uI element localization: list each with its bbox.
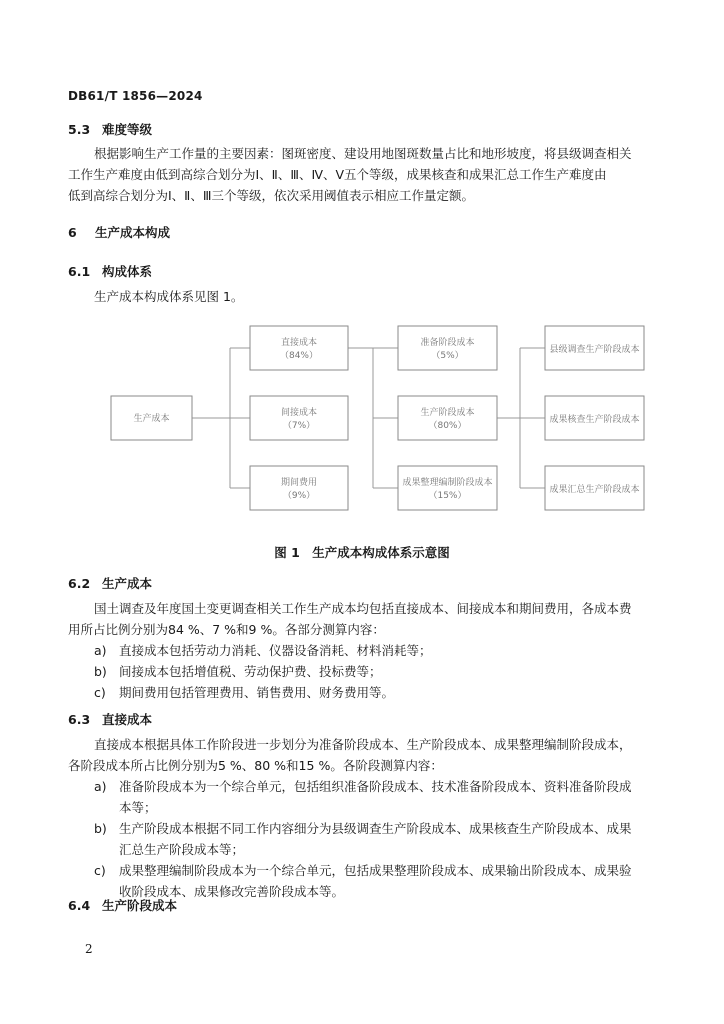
level1-pct: （9%） [282, 491, 316, 501]
paragraph-line: 直接成本根据具体工作阶段进一步划分为准备阶段成本、生产阶段成本、成果整理编制阶段成本， [94, 737, 632, 752]
paragraph-line: 用所占比例分别为84 %、7 %和9 %。各部分测算内容： [68, 622, 385, 637]
paragraph-line: 国土调查及年度国土变更调查相关工作生产成本均包括直接成本、间接成本和期间费用，各成本费 [94, 601, 632, 616]
standard-id: DB61/T 1856—2024 [68, 89, 203, 103]
list-text: 成果整理编制阶段成本为一个综合单元，包括成果整理阶段成本、成果输出阶段成本、成果验 收阶段成本、成果修改完善阶段成本等。 [119, 863, 632, 899]
section-title: 生产阶段成本 [102, 898, 178, 913]
level1-name: 间接成本 [280, 408, 318, 418]
list-marker: b) [94, 664, 107, 679]
box-compilation-stage-cost [398, 466, 497, 510]
level2-name: 成果整理编制阶段成本 [402, 478, 493, 488]
section-number: 5.3 [68, 122, 91, 137]
level2-name: 准备阶段成本 [420, 338, 475, 348]
list-marker: a) [94, 643, 107, 658]
level2-pct: （5%） [431, 351, 464, 361]
page-number: 2 [85, 942, 93, 956]
level1-name: 期间费用 [280, 478, 318, 488]
section-title: 构成体系 [102, 264, 153, 279]
list-marker: a) [94, 779, 107, 794]
box-direct-cost [250, 326, 348, 370]
box-period-expense [250, 466, 348, 510]
list-marker: c) [94, 863, 106, 878]
list-marker: c) [94, 685, 106, 700]
section-title: 直接成本 [102, 712, 153, 727]
section-6-4-heading [68, 896, 177, 914]
level3-name: 县级调查生产阶段成本 [549, 345, 640, 355]
section-6-3-heading [68, 710, 152, 728]
paragraph-line: 各阶段成本所占比例分别为5 %、80 %和15 %。各阶段测算内容： [68, 758, 443, 773]
list-marker: b) [94, 821, 107, 836]
level1-name: 直接成本 [280, 338, 318, 348]
section-number: 6.2 [68, 576, 91, 591]
paragraph-line: 工作生产难度由低到高综合划分为Ⅰ、Ⅱ、Ⅲ、Ⅳ、Ⅴ五个等级，成果核查和成果汇总工作生产难度由 [68, 167, 607, 182]
root-label: 生产成本 [133, 414, 170, 424]
section-number: 6.1 [68, 264, 91, 279]
box-production-stage-cost [398, 396, 497, 440]
section-number: 6.4 [68, 898, 91, 913]
list-text: 生产阶段成本根据不同工作内容细分为县级调查生产阶段成本、成果核查生产阶段成本、成果 汇总生产阶段成本等； [119, 821, 632, 857]
level2-name: 生产阶段成本 [420, 408, 475, 418]
section-title: 难度等级 [102, 122, 153, 137]
section-6-2-heading [68, 574, 152, 592]
box-indirect-cost [250, 396, 348, 440]
level3-name: 成果汇总生产阶段成本 [549, 485, 640, 495]
paragraph-line: 生产成本构成体系见图 1。 [94, 289, 244, 304]
list-text: 间接成本包括增值税、劳动保护费、投标费等； [119, 664, 382, 679]
paragraph-line: 低到高综合划分为Ⅰ、Ⅱ、Ⅲ三个等级，依次采用阈值表示相应工作量定额。 [68, 188, 474, 203]
list-text: 准备阶段成本为一个综合单元，包括组织准备阶段成本、技术准备阶段成本、资料准备阶段成 本等； [119, 779, 632, 815]
box-preparation-stage-cost [398, 326, 497, 370]
level3-name: 成果核查生产阶段成本 [549, 415, 640, 425]
level2-pct: （15%） [428, 491, 467, 501]
figure-caption: 图 1 生产成本构成体系示意图 [274, 545, 450, 560]
level2-pct: （80%） [428, 421, 467, 431]
level1-pct: （84%） [279, 351, 319, 361]
paragraph-line: 根据影响生产工作量的主要因素：图斑密度、建设用地图斑数量占比和地形坡度，将县级调查相关 [94, 146, 632, 161]
level1-pct: （7%） [282, 421, 316, 431]
list-text: 期间费用包括管理费用、销售费用、财务费用等。 [119, 685, 395, 700]
section-title: 生产成本 [102, 576, 153, 591]
section-title: 生产成本构成 [95, 225, 171, 240]
section-number: 6 [68, 225, 77, 240]
list-text: 直接成本包括劳动力消耗、仪器设备消耗、材料消耗等； [119, 643, 432, 658]
section-number: 6.3 [68, 712, 91, 727]
